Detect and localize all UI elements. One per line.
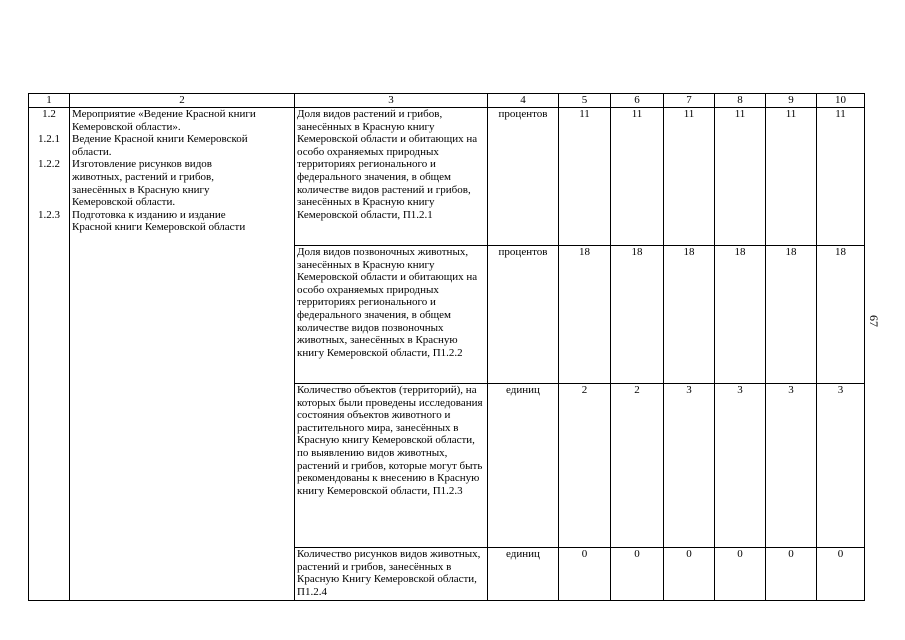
activity-line: занесённых в Красную книгу [72, 183, 210, 196]
value-cell: 0 [664, 548, 715, 601]
activity-code [31, 171, 67, 184]
value-cell: 11 [664, 108, 715, 246]
value-cell: 18 [664, 246, 715, 384]
value-cell: 11 [559, 108, 611, 246]
activity-line: Красной книги Кемеровской области [72, 221, 246, 234]
unit-cell: процентов [488, 108, 559, 246]
value-cell: 11 [766, 108, 817, 246]
header-cell: 1 [29, 94, 70, 108]
value-cell: 18 [559, 246, 611, 384]
value-cell: 0 [611, 548, 664, 601]
activity-line: Мероприятие «Ведение Красной книги [72, 108, 256, 120]
header-cell: 9 [766, 94, 817, 108]
activity-line: Подготовка к изданию и издание [72, 208, 226, 221]
value-cell: 18 [817, 246, 865, 384]
header-cell: 10 [817, 94, 865, 108]
activity-code: 1.2.2 [38, 158, 60, 171]
indicator-cell: Количество рисунков видов животных, растений и грибов, занесённых в Красную Книгу Кемеровской области, П1.2.4 [295, 548, 488, 601]
table-row [29, 108, 865, 246]
activity-code: 1.2.1 [38, 133, 60, 146]
activity-description-cell [70, 108, 295, 601]
activity-code [31, 121, 67, 134]
value-cell: 0 [559, 548, 611, 601]
activity-code [31, 146, 67, 159]
unit-cell: единиц [488, 384, 559, 548]
indicator-cell: Доля видов позвоночных животных, занесённых в Красную книгу Кемеровской области и обитающих на особо охраняемых природных территориях регионального и федерального значения, в общем количестве видов позвоночных животных, занесённых в Красную книгу Кемеровской области, П1.2.2 [295, 246, 488, 384]
header-cell: 2 [70, 94, 295, 108]
header-cell: 4 [488, 94, 559, 108]
page-number: 67 [867, 315, 881, 327]
value-cell: 11 [715, 108, 766, 246]
value-cell: 3 [715, 384, 766, 548]
value-cell: 11 [611, 108, 664, 246]
value-cell: 3 [766, 384, 817, 548]
value-cell: 0 [766, 548, 817, 601]
activity-line: Кемеровской области». [72, 120, 181, 133]
value-cell: 3 [664, 384, 715, 548]
table-header-row [29, 94, 865, 108]
value-cell: 3 [817, 384, 865, 548]
activity-line: Ведение Красной книги Кемеровской [72, 133, 248, 146]
indicators-table [28, 93, 865, 601]
value-cell: 18 [715, 246, 766, 384]
activity-code [31, 196, 67, 209]
activity-line: Изготовление рисунков видов [72, 158, 212, 171]
indicator-cell: Доля видов растений и грибов, занесённых в Красную книгу Кемеровской области и обитающих на особо охраняемых природных территориях регионального и федерального значения, в общем количестве видов растений и грибов, занесённых в Красную книгу Кемеровской области, П1.2.1 [295, 108, 488, 246]
activity-code [31, 184, 67, 197]
value-cell: 2 [611, 384, 664, 548]
value-cell: 18 [611, 246, 664, 384]
value-cell: 18 [766, 246, 817, 384]
activity-line: животных, растений и грибов, [72, 170, 214, 183]
value-cell: 0 [715, 548, 766, 601]
value-cell: 0 [817, 548, 865, 601]
header-cell: 6 [611, 94, 664, 108]
activity-line: области. [72, 145, 112, 158]
header-cell: 3 [295, 94, 488, 108]
unit-cell: единиц [488, 548, 559, 601]
value-cell: 11 [817, 108, 865, 246]
value-cell: 2 [559, 384, 611, 548]
header-cell: 8 [715, 94, 766, 108]
activity-line: Кемеровской области. [72, 196, 176, 209]
unit-cell: процентов [488, 246, 559, 384]
activity-code: 1.2 [42, 108, 56, 120]
activity-code: 1.2.3 [38, 208, 60, 221]
activity-codes-cell [29, 108, 70, 601]
header-cell: 5 [559, 94, 611, 108]
indicator-cell: Количество объектов (территорий), на которых были проведены исследования состояния объектов животного и растительного мира, занесённых в Красную книгу Кемеровской области, по выявлению видов животных, растений и грибов, которые могут быть рекомендованы к внесению в Красную книгу Кемеровской области, П1.2.3 [295, 384, 488, 548]
header-cell: 7 [664, 94, 715, 108]
